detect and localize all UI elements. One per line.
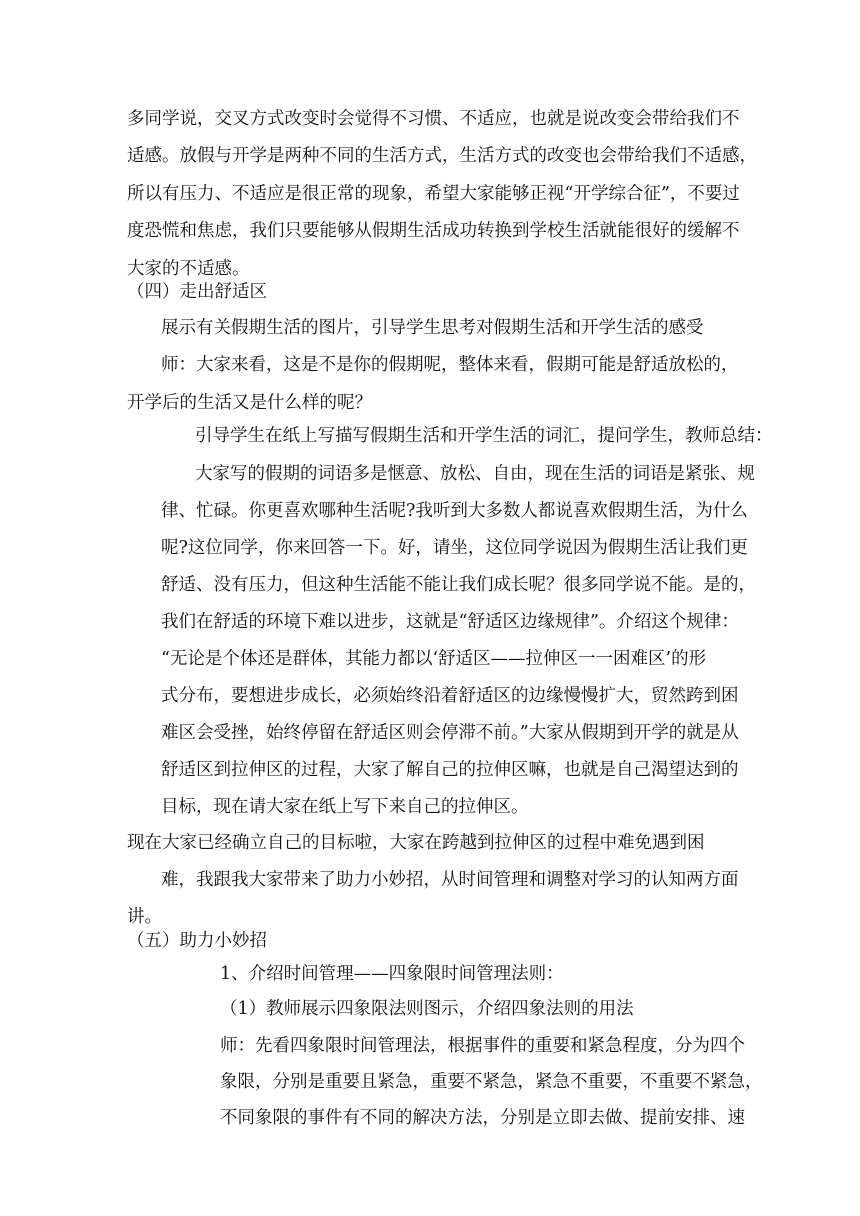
body-text-line: 呢?这位同学，你来回答一下。好，请坐，这位同学说因为假期生活让我们更	[161, 538, 748, 558]
body-text-line: 大家写的假期的词语多是惬意、放松、自由，现在生活的词语是紧张、规	[195, 464, 755, 484]
body-text-line: 大家的不适感。	[127, 259, 250, 279]
section-heading: （四）走出舒适区	[127, 282, 267, 302]
body-text-line: 所以有压力、不适应是很正常的现象，希望大家能够正视“开学综合征”，不要过	[127, 184, 740, 204]
body-text-line: 舒适、没有压力，但这种生活能不能让我们成长呢？很多同学说不能。是的，	[161, 575, 756, 595]
body-text-line: 律、忙碌。你更喜欢哪种生活呢?我听到大多数人都说喜欢假期生活，为什么	[161, 501, 748, 521]
body-text-line: 多同学说，交叉方式改变时会觉得不习惯、不适应，也就是说改变会带给我们不	[127, 109, 740, 129]
body-text-line: 1、介绍时间管理——四象限时间管理法则：	[220, 964, 564, 984]
body-text-line: 象限，分别是重要且紧急，重要不紧急，紧急不重要，不重要不紧急，	[220, 1072, 763, 1092]
body-text-line: 式分布，要想进步成长，必须始终沿着舒适区的边缘慢慢扩大，贸然跨到困	[161, 686, 739, 706]
body-text-line: 师：先看四象限时间管理法，根据事件的重要和紧急程度，分为四个	[220, 1036, 745, 1056]
body-text-line: “无论是个体还是群体，其能力都以‘舒适区——拉伸区一一困难区’的形	[161, 649, 707, 669]
body-text-line: 难，我跟我大家带来了助力小妙招，从时间管理和调整对学习的认知两方面	[161, 870, 739, 890]
body-text-line: 现在大家已经确立自己的目标啦，大家在跨越到拉伸区的过程中难免遇到困	[127, 833, 705, 853]
body-text-line: 展示有关假期生活的图片，引导学生思考对假期生活和开学生活的感受	[161, 318, 704, 338]
body-text-line: 目标，现在请大家在纸上写下来自己的拉伸区。	[161, 797, 529, 817]
body-text-line: 引导学生在纸上写描写假期生活和开学生活的词汇，提问学生，教师总结：	[195, 426, 773, 446]
body-text-line: 不同象限的事件有不同的解决方法，分别是立即去做、提前安排、速	[220, 1108, 745, 1128]
body-text-line: 开学后的生活又是什么样的呢？	[127, 393, 372, 413]
body-text-line: 师：大家来看，这是不是你的假期呢，整体来看，假期可能是舒适放松的，	[161, 355, 739, 375]
body-text-line: 舒适区到拉伸区的过程，大家了解自己的拉伸区嘛，也就是自己渴望达到的	[161, 760, 739, 780]
section-heading: （五）助力小妙招	[127, 931, 267, 951]
body-text-line: 适感。放假与开学是两种不同的生活方式，生活方式的改变也会带给我们不适感，	[127, 146, 757, 166]
body-text-line: 我们在舒适的环境下难以进步，这就是“舒适区边缘规律”。介绍这个规律：	[161, 612, 739, 632]
body-text-line: （1）教师展示四象限法则图示，介绍四象法则的用法	[220, 999, 634, 1019]
body-text-line: 度恐慌和焦虑，我们只要能够从假期生活成功转换到学校生活就能很好的缓解不	[127, 221, 740, 241]
body-text-line: 难区会受挫，始终停留在舒适区则会停滞不前。”大家从假期到开学的就是从	[161, 723, 739, 743]
body-text-line: 讲。	[127, 907, 162, 927]
